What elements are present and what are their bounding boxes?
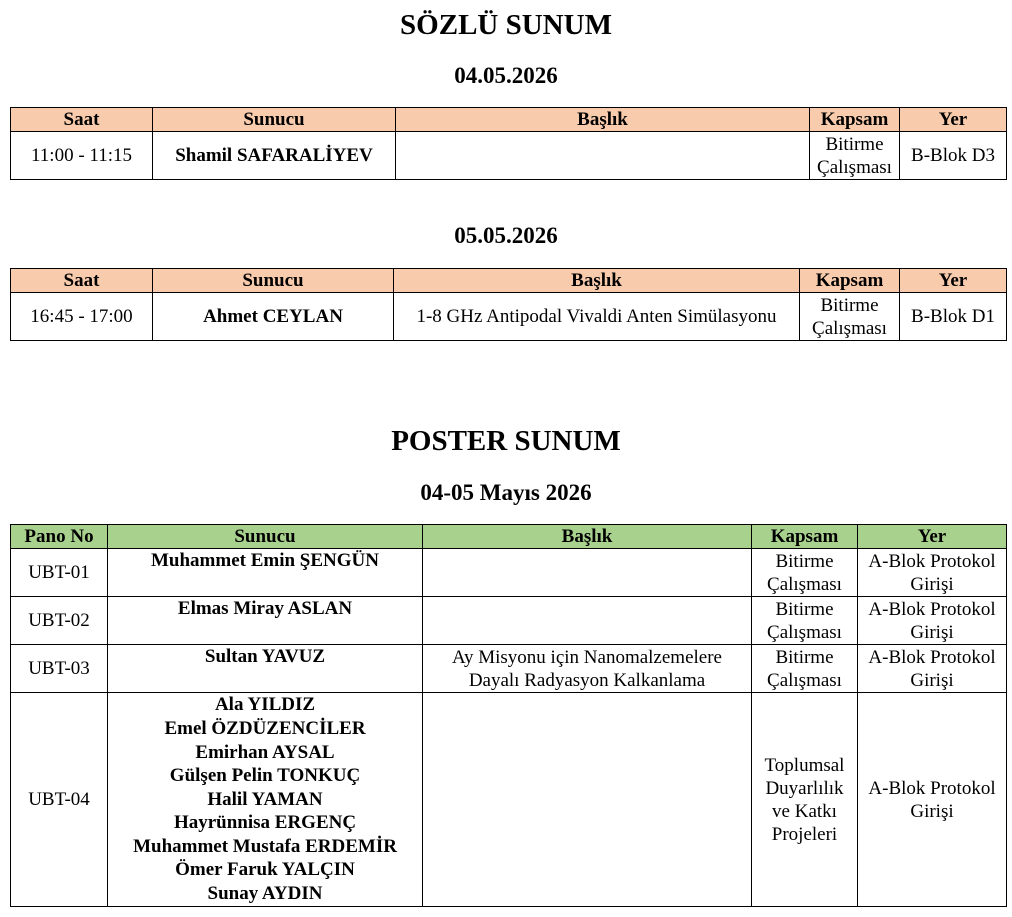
scope-cell: Bitirme Çalışması xyxy=(800,293,900,341)
scope-cell: Bitirme Çalışması xyxy=(752,645,858,693)
place-cell: A-Blok Protokol Girişi xyxy=(858,645,1007,693)
header-title: Başlık xyxy=(423,525,752,549)
poster-table xyxy=(10,524,1007,907)
title-cell xyxy=(423,693,752,907)
board-cell: UBT-03 xyxy=(11,645,108,693)
presenter-name: Emirhan AYSAL xyxy=(195,741,335,763)
presenter-name: Muhammet Mustafa ERDEMİR xyxy=(133,835,397,857)
scope-cell: Bitirme Çalışması xyxy=(752,597,858,645)
header-presenter: Sunucu xyxy=(153,269,394,293)
header-time: Saat xyxy=(11,269,153,293)
header-place: Yer xyxy=(900,269,1007,293)
place-cell: A-Blok Protokol Girişi xyxy=(858,693,1007,907)
table-row xyxy=(11,645,1007,693)
scope-cell: Toplumsal Duyarlılık ve Katkı Projeleri xyxy=(752,693,858,907)
poster-date: 04-05 Mayıs 2026 xyxy=(420,480,592,505)
header-place: Yer xyxy=(858,525,1007,549)
table-row xyxy=(11,597,1007,645)
time-cell: 16:45 - 17:00 xyxy=(11,293,153,341)
table-header-row xyxy=(11,525,1007,549)
presenter-cell: Ahmet CEYLAN xyxy=(153,293,394,341)
title-cell xyxy=(396,132,810,180)
header-title: Başlık xyxy=(396,108,810,132)
presenter-cell: Elmas Miray ASLAN xyxy=(108,597,423,645)
header-presenter: Sunucu xyxy=(153,108,396,132)
header-title: Başlık xyxy=(394,269,800,293)
place-cell: A-Blok Protokol Girişi xyxy=(858,549,1007,597)
scope-cell: Bitirme Çalışması xyxy=(752,549,858,597)
table-header-row xyxy=(11,108,1007,132)
presenter-name: Ömer Faruk YALÇIN xyxy=(175,859,355,881)
place-cell: B-Blok D1 xyxy=(900,293,1007,341)
table-row xyxy=(11,693,1007,907)
title-cell: 1-8 GHz Antipodal Vivaldi Anten Simülasyonu xyxy=(394,293,800,341)
header-time: Saat xyxy=(11,108,153,132)
table-header-row xyxy=(11,269,1007,293)
presenter-list-cell xyxy=(108,693,423,907)
oral-date-2: 05.05.2026 xyxy=(454,223,558,248)
presenter-name: Hayrünnisa ERGENÇ xyxy=(173,812,357,834)
presenter-cell: Muhammet Emin ŞENGÜN xyxy=(108,549,423,597)
header-scope: Kapsam xyxy=(810,108,900,132)
oral-date-1: 04.05.2026 xyxy=(454,63,558,88)
title-cell xyxy=(423,549,752,597)
oral-section-title: SÖZLÜ SUNUM xyxy=(400,9,612,41)
header-scope: Kapsam xyxy=(752,525,858,549)
header-board: Pano No xyxy=(11,525,108,549)
place-cell: A-Blok Protokol Girişi xyxy=(858,597,1007,645)
board-cell: UBT-02 xyxy=(11,597,108,645)
board-cell: UBT-01 xyxy=(11,549,108,597)
title-cell xyxy=(423,597,752,645)
header-place: Yer xyxy=(900,108,1007,132)
presenter-cell: Sultan YAVUZ xyxy=(108,645,423,693)
presenter-name: Emel ÖZDÜZENCİLER xyxy=(164,717,366,739)
poster-section-title: POSTER SUNUM xyxy=(391,425,621,457)
presenter-name: Halil YAMAN xyxy=(207,788,323,810)
scope-cell: Bitirme Çalışması xyxy=(810,132,900,180)
table-row xyxy=(11,293,1007,341)
presenter-name: Ala YILDIZ xyxy=(214,694,316,716)
title-cell: Ay Misyonu için Nanomalzemelere Dayalı Radyasyon Kalkanlama xyxy=(423,645,752,693)
presenter-cell: Shamil SAFARALİYEV xyxy=(153,132,396,180)
board-cell: UBT-04 xyxy=(11,693,108,907)
table-row xyxy=(11,549,1007,597)
presenter-name: Sunay AYDIN xyxy=(207,883,323,905)
place-cell: B-Blok D3 xyxy=(900,132,1007,180)
table-row xyxy=(11,132,1007,180)
header-scope: Kapsam xyxy=(800,269,900,293)
oral-table-2 xyxy=(10,268,1007,341)
oral-table-1 xyxy=(10,107,1007,180)
time-cell: 11:00 - 11:15 xyxy=(11,132,153,180)
header-presenter: Sunucu xyxy=(108,525,423,549)
presenter-name: Gülşen Pelin TONKUÇ xyxy=(169,765,361,787)
